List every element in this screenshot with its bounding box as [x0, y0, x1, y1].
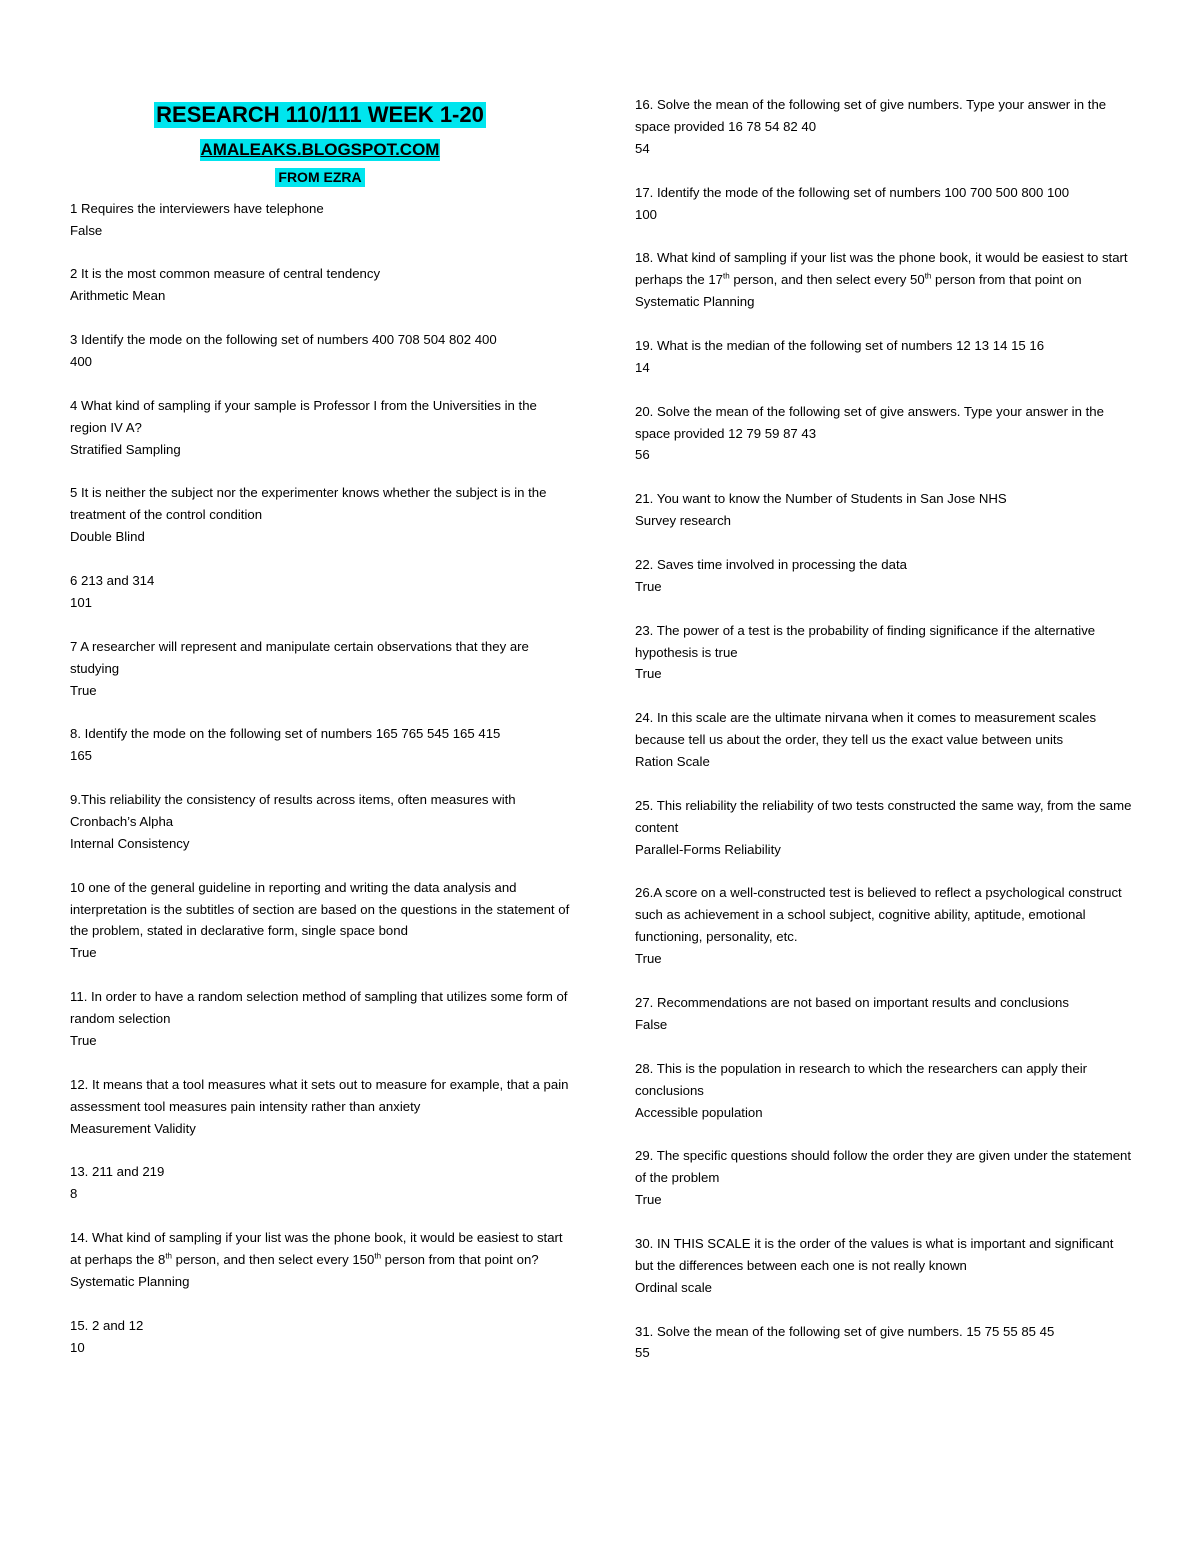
question-text: 19. What is the median of the following set of numbers 12 13 14 15 16: [635, 337, 1045, 353]
answer-text: True: [635, 1192, 662, 1208]
question-text: 30. IN THIS SCALE it is the order of the values is what is important and significant but the differences between each one is not really known: [635, 1235, 1114, 1273]
answer-text: 14: [635, 359, 650, 375]
question-text: [635, 247, 1135, 291]
question-text: 28. This is the population in research to which the researchers can apply their conclusions: [635, 1060, 1088, 1098]
left-column: [70, 94, 570, 1380]
answer-text: Measurement Validity: [70, 1120, 196, 1136]
question-text: 17. Identify the mode of the following set of numbers 100 700 500 800 100: [635, 184, 1070, 200]
question-item: [635, 620, 1135, 686]
question-item: [70, 1074, 570, 1140]
question-item: [635, 1321, 1135, 1365]
question-item: [70, 1227, 570, 1293]
question-text: 6 213 and 314: [70, 573, 155, 589]
answer-text: True: [70, 682, 97, 698]
question-item: [635, 182, 1135, 226]
question-item: [635, 1058, 1135, 1124]
question-item: [70, 198, 570, 242]
question-item: [635, 335, 1135, 379]
question-text: 8. Identify the mode on the following set of numbers 165 765 545 165 415: [70, 726, 501, 742]
question-item: [70, 1161, 570, 1205]
question-item: [70, 482, 570, 548]
question-item: [635, 1233, 1135, 1299]
answer-text: Ordinal scale: [635, 1279, 712, 1295]
question-item: [70, 395, 570, 461]
question-item: [70, 986, 570, 1052]
question-item: [635, 1145, 1135, 1211]
answer-text: Accessible population: [635, 1104, 763, 1120]
question-item: [70, 789, 570, 855]
question-fragment: person from that point on?: [381, 1252, 539, 1268]
answer-text: 54: [635, 140, 650, 156]
question-text: 25. This reliability the reliability of two tests constructed the same way, from the same content: [635, 797, 1132, 835]
question-item: [70, 570, 570, 614]
answer-text: 400: [70, 354, 93, 370]
question-text: 4 What kind of sampling if your sample is Professor I from the Universities in the region IV A?: [70, 397, 537, 435]
left-question-list: [70, 198, 570, 1359]
ordinal-suffix: th: [924, 271, 932, 281]
question-text: 26.A score on a well-constructed test is believed to reflect a psychological construct such as achievement in a school subject, cognitive ability, aptitude, emotional functioning, personality, etc.: [635, 885, 1122, 945]
question-fragment: person, and then select every 50: [729, 272, 925, 288]
answer-text: Double Blind: [70, 529, 145, 545]
question-item: [635, 795, 1135, 861]
question-text: 27. Recommendations are not based on important results and conclusions: [635, 994, 1069, 1010]
answer-text: True: [635, 578, 662, 594]
question-text: 12. It means that a tool measures what it sets out to measure for example, that a pain assessment tool measures pain intensity rather than anxiety: [70, 1076, 569, 1114]
question-text: 21. You want to know the Number of Students in San Jose NHS: [635, 491, 1007, 507]
question-text: 15. 2 and 12: [70, 1317, 144, 1333]
question-text: 22. Saves time involved in processing the data: [635, 556, 907, 572]
question-text: 11. In order to have a random selection method of sampling that utilizes some form of random selection: [70, 989, 568, 1027]
question-text: 7 A researcher will represent and manipulate certain observations that they are studying: [70, 638, 529, 676]
question-text: 23. The power of a test is the probability of finding significance if the alternative hypothesis is true: [635, 622, 1096, 660]
answer-text: False: [70, 222, 103, 238]
question-text: 24. In this scale are the ultimate nirvana when it comes to measurement scales because tell us about the order, they tell us the exact value between units: [635, 710, 1097, 748]
answer-text: Stratified Sampling: [70, 441, 181, 457]
answer-text: Systematic Planning: [70, 1273, 190, 1289]
answer-text: Ration Scale: [635, 754, 710, 770]
question-text: 31. Solve the mean of the following set of give numbers. 15 75 55 85 45: [635, 1323, 1055, 1339]
question-text: 20. Solve the mean of the following set of give answers. Type your answer in the space provided 12 79 59 87 43: [635, 403, 1104, 441]
question-fragment: 14. What kind of sampling if your list was the phone book, it would be easiest to start at perhaps the 8: [70, 1230, 563, 1268]
author-credit: FROM EZRA: [275, 168, 364, 187]
ordinal-suffix: th: [165, 1251, 172, 1261]
answer-text: 165: [70, 748, 93, 764]
answer-text: Internal Consistency: [70, 835, 190, 851]
source-site: AMALEAKS.BLOGSPOT.COM: [200, 139, 440, 159]
document-title: RESEARCH 110/111 WEEK 1-20: [156, 102, 484, 127]
answer-text: Parallel-Forms Reliability: [635, 841, 781, 857]
question-text: 10 one of the general guideline in reporting and writing the data analysis and interpretation is the subtitles of section are based on the questions in the statement of the problem, stated in declarative form, single space bond: [70, 879, 570, 939]
question-item: [635, 488, 1135, 532]
ordinal-suffix: th: [723, 271, 730, 281]
document-header: [70, 94, 570, 189]
question-text: 29. The specific questions should follow the order they are given under the statement of the problem: [635, 1148, 1132, 1186]
answer-text: 10: [70, 1339, 85, 1355]
question-item: [635, 992, 1135, 1036]
question-text: 2 It is the most common measure of central tendency: [70, 266, 381, 282]
question-fragment: person from that point on: [931, 272, 1082, 288]
question-text: 3 Identify the mode on the following set of numbers 400 708 504 802 400: [70, 332, 497, 348]
right-column: [635, 94, 1135, 1386]
question-fragment: person, and then select every 150: [172, 1252, 375, 1268]
answer-text: True: [70, 945, 97, 961]
question-item: [635, 707, 1135, 773]
question-item: [635, 94, 1135, 160]
answer-text: Survey research: [635, 513, 732, 529]
question-text: [70, 1227, 570, 1271]
answer-text: Arithmetic Mean: [70, 288, 166, 304]
question-fragment: 18. What kind of sampling if your list was the phone book, it would be easiest to start perhaps the 17: [635, 250, 1128, 288]
question-item: [70, 877, 570, 965]
answer-text: True: [635, 951, 662, 967]
answer-text: 55: [635, 1345, 650, 1361]
question-item: [635, 554, 1135, 598]
answer-text: Systematic Planning: [635, 294, 755, 310]
question-item: [635, 401, 1135, 467]
answer-text: 8: [70, 1186, 78, 1202]
question-text: 9.This reliability the consistency of results across items, often measures with Cronbach’s Alpha: [70, 792, 516, 829]
answer-text: True: [635, 666, 662, 682]
question-item: [70, 263, 570, 307]
question-item: [70, 636, 570, 702]
question-text: 1 Requires the interviewers have telephone: [70, 200, 324, 216]
question-text: 13. 211 and 219: [70, 1164, 165, 1180]
answer-text: True: [70, 1033, 97, 1048]
answer-text: 56: [635, 447, 650, 463]
question-item: [70, 1315, 570, 1359]
answer-text: False: [635, 1016, 668, 1032]
right-question-list: [635, 94, 1135, 1364]
answer-text: 100: [635, 206, 658, 222]
ordinal-suffix: th: [374, 1251, 382, 1261]
answer-text: 101: [70, 594, 93, 610]
question-item: [70, 329, 570, 373]
question-item: [635, 247, 1135, 313]
question-item: [70, 723, 570, 767]
question-text: 16. Solve the mean of the following set of give numbers. Type your answer in the space provided 16 78 54 82 40: [635, 97, 1107, 134]
question-text: 5 It is neither the subject nor the experimenter knows whether the subject is in the treatment of the control condition: [70, 485, 547, 523]
question-item: [635, 882, 1135, 970]
